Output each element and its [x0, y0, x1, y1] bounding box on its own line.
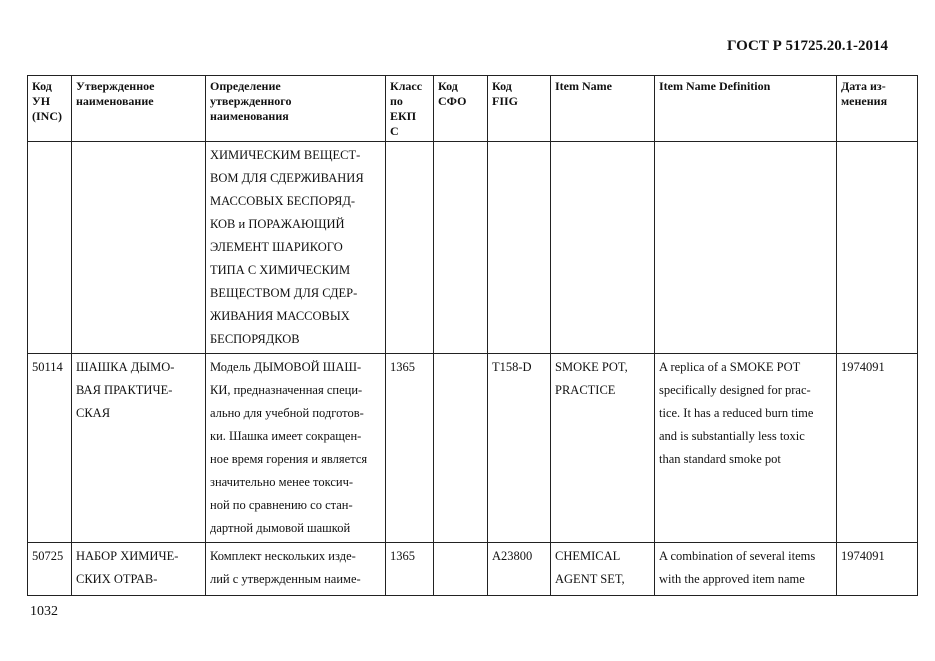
- table-row: [28, 142, 918, 354]
- header-date: Дата из- менения: [837, 76, 918, 142]
- cell-code: 50114: [28, 354, 72, 543]
- table-row: [28, 354, 918, 543]
- cell-definition: ХИМИЧЕСКИМ ВЕЩЕСТ- ВОМ ДЛЯ СДЕРЖИВАНИЯ МАССОВЫХ БЕСПОРЯД- КОВ и ПОРАЖАЮЩИЙ ЭЛЕМЕНТ ШАРИКОГО ТИПА С ХИМИЧЕСКИМ ВЕЩЕСТВОМ ДЛЯ СДЕР- ЖИВАНИЯ МАССОВЫХ БЕСПОРЯДКОВ: [206, 142, 386, 354]
- cell-date: 1974091: [837, 543, 918, 596]
- header-class: Класс по ЕКП С: [386, 76, 434, 142]
- document-id: ГОСТ Р 51725.20.1-2014: [726, 38, 888, 54]
- cell-item-definition: [655, 142, 837, 354]
- cell-date: 1974091: [837, 354, 918, 543]
- cell-item-name: [551, 142, 655, 354]
- cell-item-definition: A combination of several items with the approved item name: [655, 543, 837, 596]
- page-number: 1032: [30, 604, 58, 619]
- header-approved-name: Утвержденное наименование: [72, 76, 206, 142]
- cell-sfo: [434, 142, 488, 354]
- cell-class: [386, 142, 434, 354]
- header-fiig: Код FIIG: [488, 76, 551, 142]
- header-definition: Определение утвержденного наименования: [206, 76, 386, 142]
- cell-definition: Модель ДЫМОВОЙ ШАШ- КИ, предназначенная специ- ально для учебной подготов- ки. Шашка имеет сокращен- ное время горения и является значительно менее токсич- ной по сравнению со стан- дартной дымовой шашкой: [206, 354, 386, 543]
- cell-item-definition: A replica of a SMOKE POT specifically designed for prac- ticе. It has a reduced burn time and is substantially less toxic than standard smoke pot: [655, 354, 837, 543]
- table-header-row: [28, 76, 918, 142]
- header-code: Код УН (INC): [28, 76, 72, 142]
- header-sfo: Код СФО: [434, 76, 488, 142]
- cell-code: 50725: [28, 543, 72, 596]
- cell-class: 1365: [386, 543, 434, 596]
- cell-fiig: T158-D: [488, 354, 551, 543]
- cell-sfo: [434, 354, 488, 543]
- cell-item-name: SMOKE POT, PRACTICE: [551, 354, 655, 543]
- cell-name: [72, 142, 206, 354]
- cell-name: ШАШКА ДЫМО- ВАЯ ПРАКТИЧЕ- СКАЯ: [72, 354, 206, 543]
- cell-fiig: A23800: [488, 543, 551, 596]
- header-item-definition: Item Name Definition: [655, 76, 837, 142]
- table-row: [28, 543, 918, 596]
- cell-name: НАБОР ХИМИЧЕ- СКИХ ОТРАВ-: [72, 543, 206, 596]
- cell-code: [28, 142, 72, 354]
- cell-definition: Комплект нескольких изде- лий с утвержденным наиме-: [206, 543, 386, 596]
- cell-date: [837, 142, 918, 354]
- cell-sfo: [434, 543, 488, 596]
- header-item-name: Item Name: [551, 76, 655, 142]
- item-name-table: [27, 75, 918, 596]
- cell-class: 1365: [386, 354, 434, 543]
- cell-item-name: CHEMICAL AGENT SET,: [551, 543, 655, 596]
- cell-fiig: [488, 142, 551, 354]
